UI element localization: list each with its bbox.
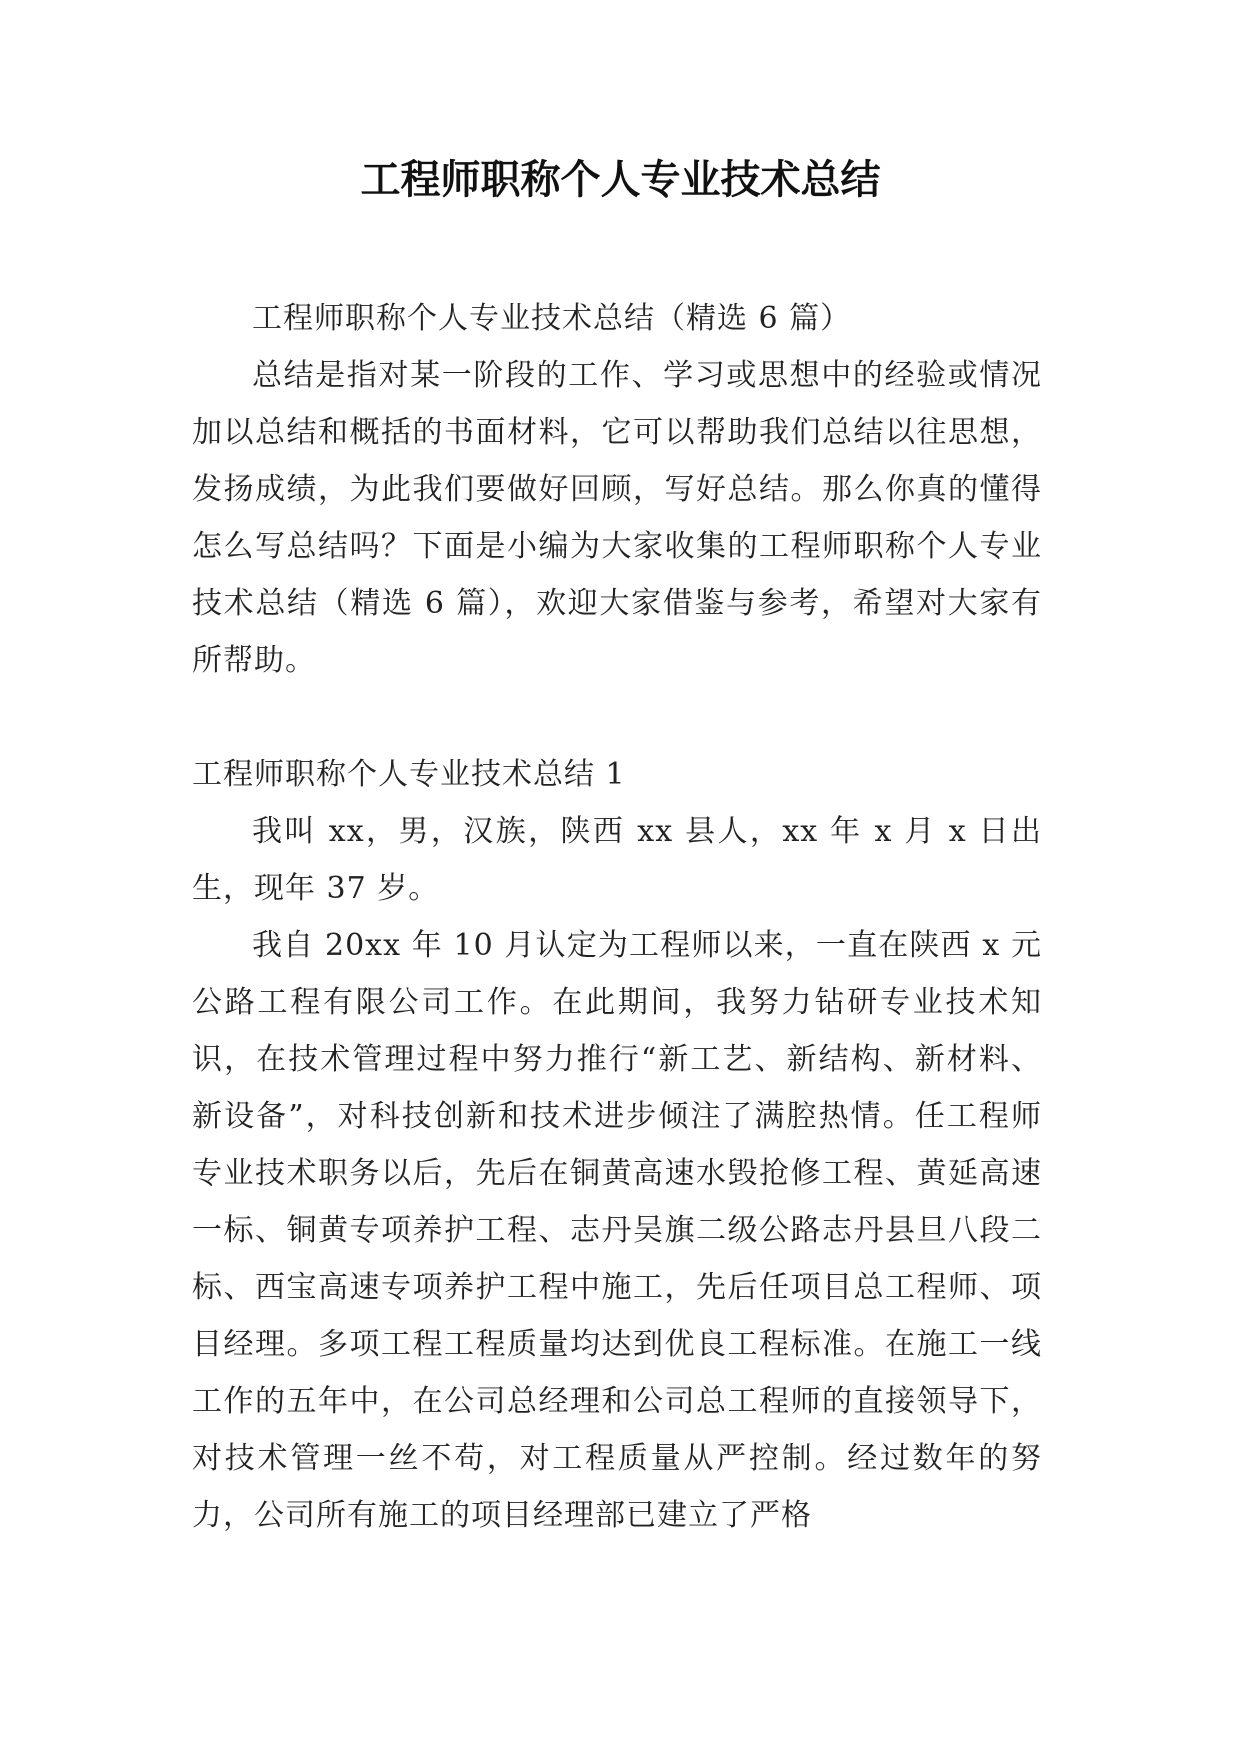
section-heading: 工程师职称个人专业技术总结 1 bbox=[192, 757, 626, 792]
section-paragraph: 我叫 xx，男，汉族，陕西 xx 县人，xx 年 x 月 x 日出生，现年 37 岁。 bbox=[192, 814, 1042, 906]
section-paragraph: 我自 20xx 年 10 月认定为工程师以来，一直在陕西 x 元公路工程有限公司工作。在此期间，我努力钻研专业技术知识，在技术管理过程中努力推行“新工艺、新结构、新材料、新设备”，对科技创新和技术进步倾注了满腔热情。任工程师专业技术职务以后，先后在铜黄高速水毁抢修工程、黄延高速一标、铜黄专项养护工程、志丹吴旗二级公路志丹县旦八段二标、西宝高速专项养护工程中施工，先后任项目总工程师、项目经理。多项工程工程质量均达到优良工程标准。在施工一线工作的五年中，在公司总经理和公司总工程师的直接领导下，对技术管理一丝不苟，对工程质量从严控制。经过数年的努力，公司所有施工的项目经理部已建立了严格 bbox=[192, 928, 1042, 1533]
document-title: 工程师职称个人专业技术总结 bbox=[360, 156, 881, 203]
document-body bbox=[192, 290, 1042, 1544]
document-subtitle: 工程师职称个人专业技术总结（精选 6 篇） bbox=[252, 301, 852, 336]
intro-paragraph: 总结是指对某一阶段的工作、学习或思想中的经验或情况加以总结和概括的书面材料，它可以帮助我们总结以往思想，发扬成绩，为此我们要做好回顾，写好总结。那么你真的懂得怎么写总结吗？下面是小编为大家收集的工程师职称个人专业技术总结（精选 6 篇），欢迎大家借鉴与参考，希望对大家有所帮助。 bbox=[192, 358, 1042, 678]
